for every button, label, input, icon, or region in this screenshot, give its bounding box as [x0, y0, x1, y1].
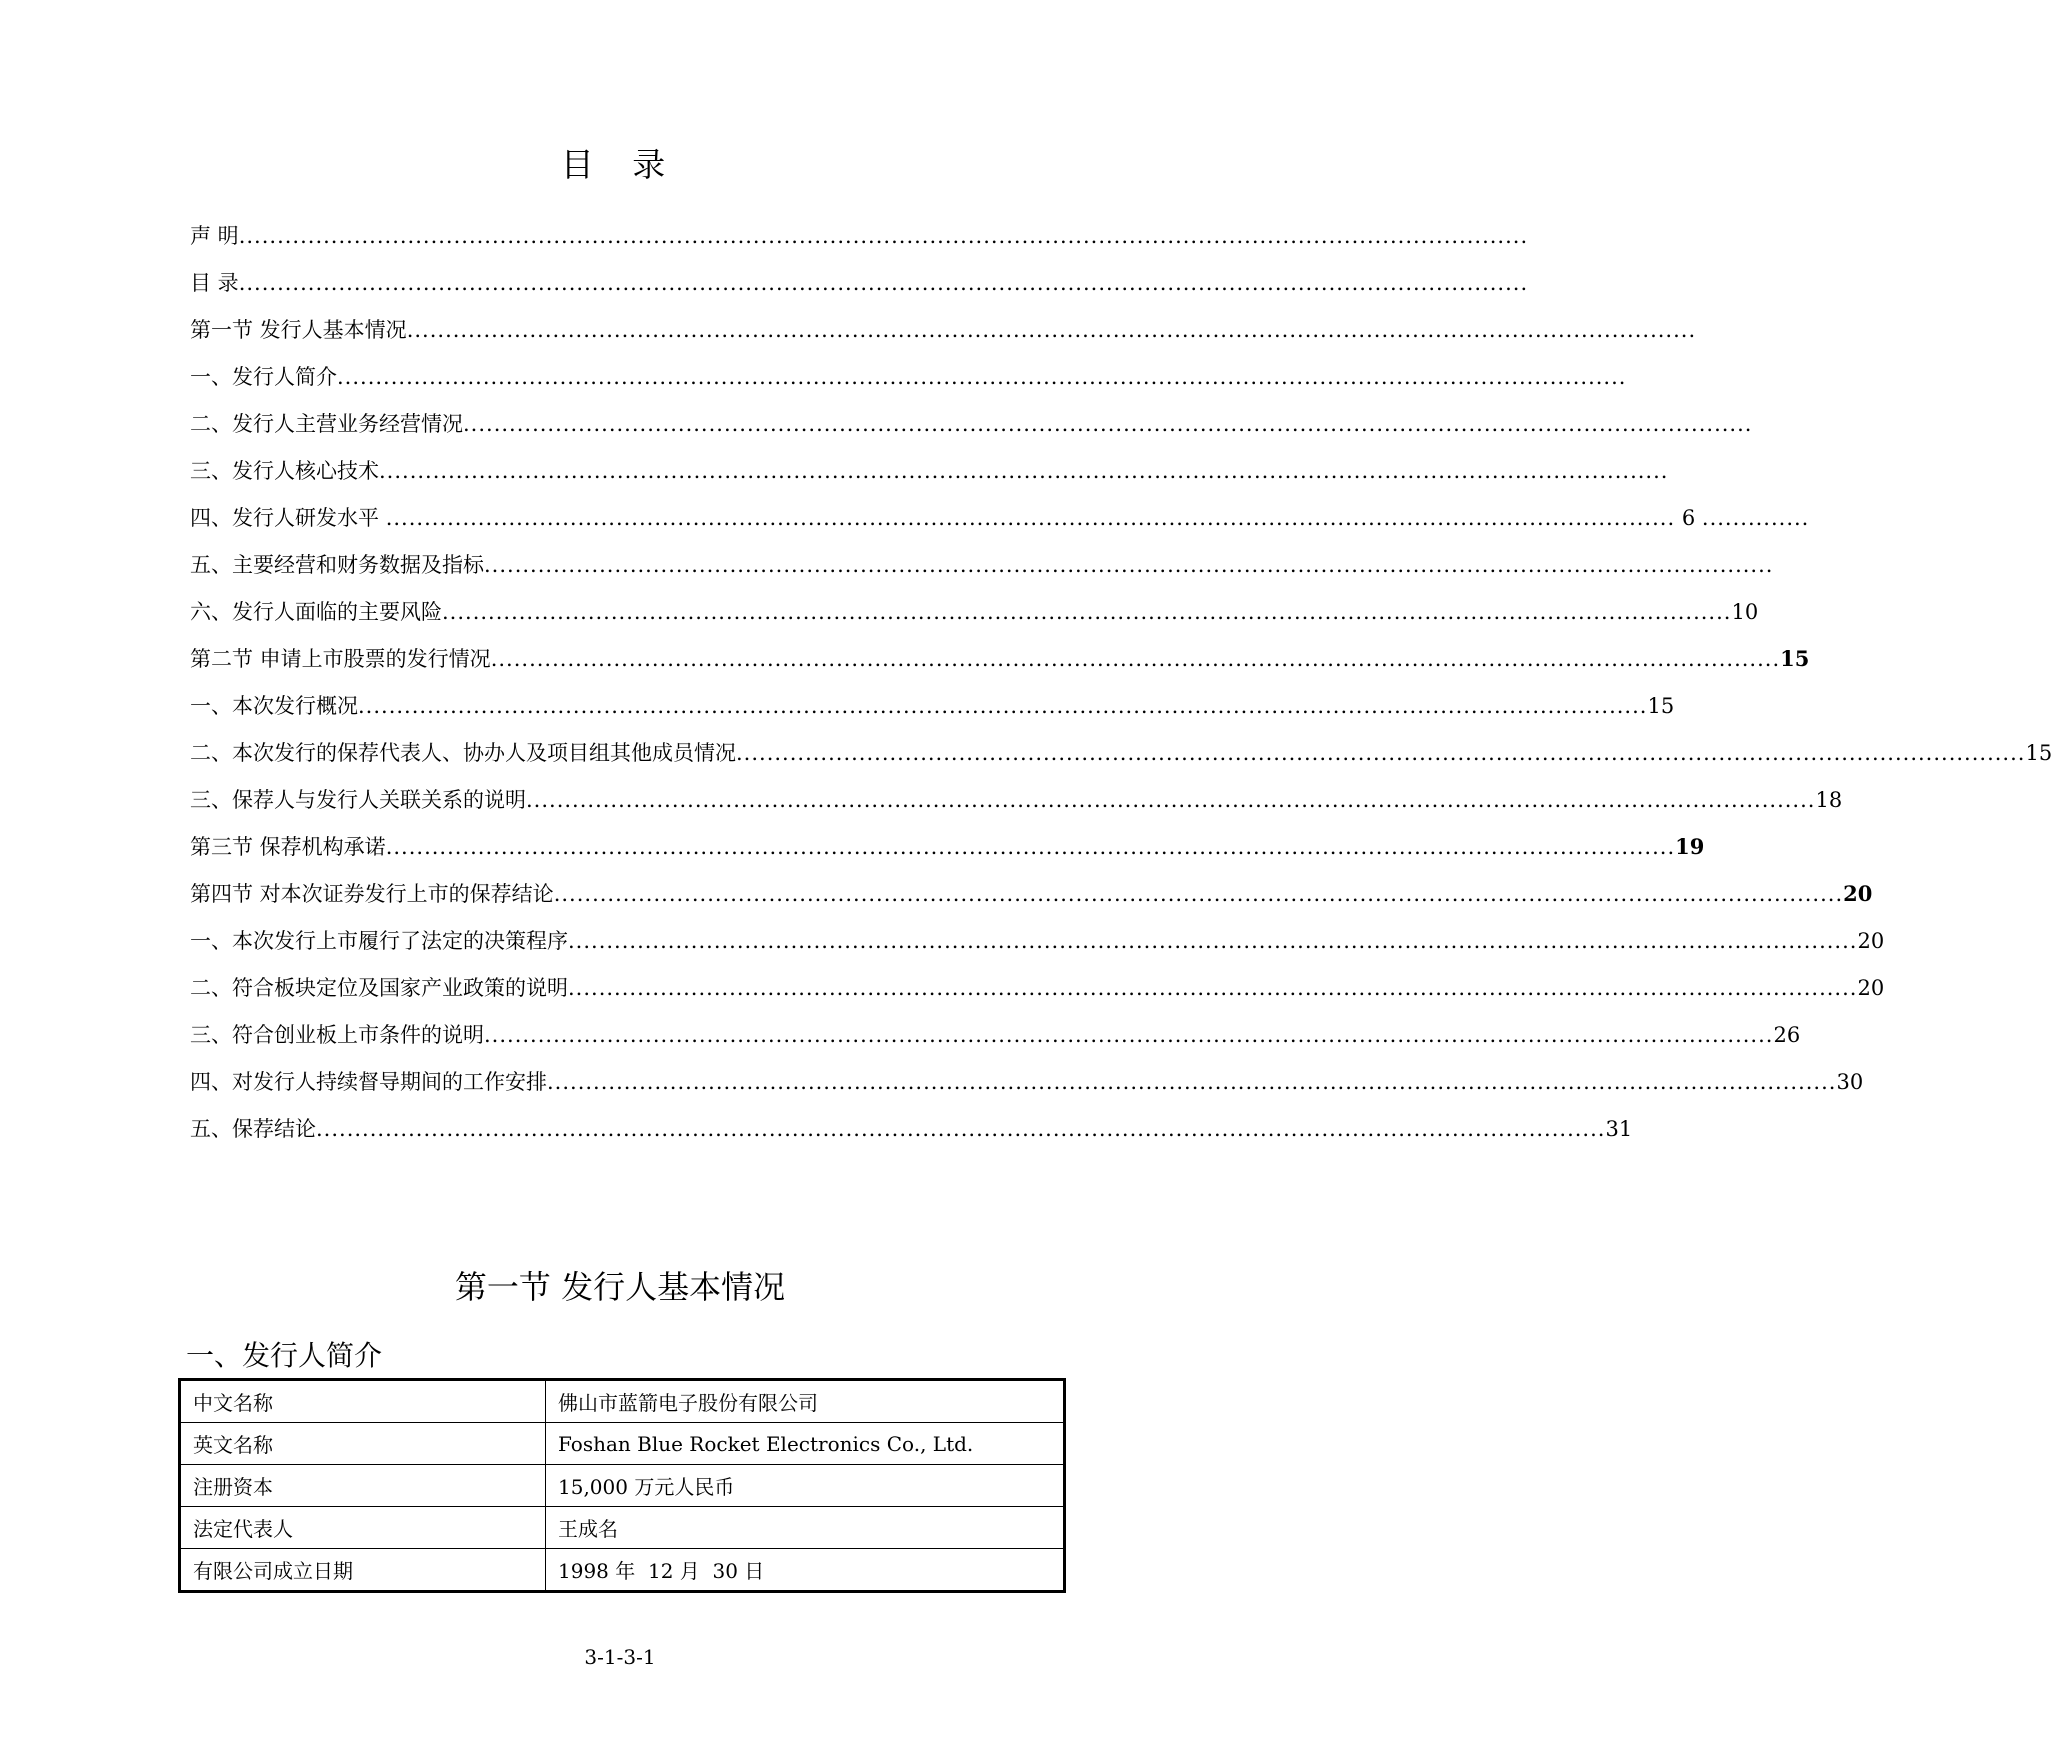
- table-value-cell: 王成名: [546, 1507, 1065, 1549]
- toc-entry-label: 二、本次发行的保荐代表人、协办人及项目组其他成员情况: [190, 741, 736, 765]
- toc-entry-page: 15: [1647, 694, 1675, 718]
- toc-entry[interactable]: [190, 596, 1759, 643]
- toc-entry[interactable]: [190, 878, 1873, 925]
- toc-entry-label: 一、本次发行上市履行了法定的决策程序: [190, 929, 568, 953]
- toc-entry[interactable]: [190, 220, 1529, 267]
- toc-leader: ........................................................................................................................................................................: [553, 882, 1844, 906]
- toc-entry-label: 三、发行人核心技术: [190, 459, 379, 483]
- table-key-cell: 中文名称: [180, 1380, 546, 1423]
- toc-entry-label: 第一节 发行人基本情况: [190, 318, 407, 342]
- table-value-cell: Foshan Blue Rocket Electronics Co., Ltd.: [546, 1423, 1065, 1465]
- toc-entry-page: 18: [1815, 788, 1843, 812]
- toc-leader: ........................................................................................................................................................................: [379, 459, 1669, 483]
- issuer-info-table: [178, 1378, 1066, 1593]
- toc-entry[interactable]: [190, 267, 1529, 314]
- toc-entry[interactable]: [190, 314, 1697, 361]
- toc-entry-label: 四、发行人研发水平: [190, 506, 379, 530]
- toc-entry-label: 第二节 申请上市股票的发行情况: [190, 647, 491, 671]
- table-value-cell: 15,000 万元人民币: [546, 1465, 1065, 1507]
- table-row: [180, 1549, 1065, 1592]
- toc-entry-label: 四、对发行人持续督导期间的工作安排: [190, 1070, 547, 1094]
- toc-entry-page: 20: [1857, 976, 1885, 1000]
- toc-entry-label: 一、发行人简介: [190, 365, 337, 389]
- toc-leader: ........................................................................................................................................................................: [490, 647, 1781, 671]
- toc-entry[interactable]: [190, 361, 1627, 408]
- toc-leader: ........................................................................................................................................................................: [358, 694, 1648, 718]
- toc-entry[interactable]: [190, 690, 1675, 737]
- toc-entry-page: 15: [1780, 646, 1810, 671]
- toc-title: 目 录: [560, 145, 680, 184]
- toc-entry-label: 二、符合板块定位及国家产业政策的说明: [190, 976, 568, 1000]
- toc-entry[interactable]: [190, 1019, 1801, 1066]
- toc-entry-label: 一、本次发行概况: [190, 694, 358, 718]
- toc-leader: ........................................................................................................................................................................: [484, 553, 1774, 577]
- toc-entry[interactable]: [190, 455, 1669, 502]
- toc-entry-page: 20: [1857, 929, 1885, 953]
- toc-leader: ........................................................................................................................................................................: [337, 365, 1627, 389]
- toc-entry-label: 声 明: [190, 224, 239, 248]
- table-key-cell: 有限公司成立日期: [180, 1549, 546, 1592]
- toc-leader: ........................................................................................................................................................................: [568, 976, 1858, 1000]
- table-of-contents: [190, 220, 2052, 1160]
- toc-leader: ........................................................................................................................................................................: [442, 600, 1732, 624]
- toc-leader: ........................................................................................................................................................................: [385, 835, 1676, 859]
- table-value-cell: 1998 年 12 月 30 日: [546, 1549, 1065, 1592]
- toc-entry-page: 19: [1675, 834, 1705, 859]
- toc-leader: ........................................................................................................................................................................: [238, 224, 1529, 248]
- table-row: [180, 1465, 1065, 1507]
- toc-entry-label: 第四节 对本次证券发行上市的保荐结论: [190, 882, 554, 906]
- toc-entry[interactable]: [190, 925, 1885, 972]
- table-row: [180, 1507, 1065, 1549]
- toc-entry[interactable]: [190, 831, 1705, 878]
- toc-leader: ........................................................................................................................................................................: [238, 271, 1529, 295]
- toc-leader: ........................................................................................................................................................................: [736, 741, 2026, 765]
- toc-entry[interactable]: [190, 643, 1810, 690]
- toc-leader: ........................................................................................................................................................................: [484, 1023, 1774, 1047]
- toc-entry[interactable]: [190, 784, 1843, 831]
- toc-entry[interactable]: [190, 972, 1885, 1019]
- toc-entry-label: 二、发行人主营业务经营情况: [190, 412, 463, 436]
- toc-entry-page: 31: [1605, 1117, 1633, 1141]
- toc-entry-label: 五、主要经营和财务数据及指标: [190, 553, 484, 577]
- toc-leader: ........................................................................................................................................................................: [385, 506, 1676, 530]
- toc-entry-label: 第三节 保荐机构承诺: [190, 835, 386, 859]
- toc-leader: ........................................................................................................................................................................: [463, 412, 1753, 436]
- toc-leader: ........................................................................................................................................................................: [568, 929, 1858, 953]
- table-key-cell: 英文名称: [180, 1423, 546, 1465]
- toc-leader: ........................................................................................................................................................................: [406, 318, 1697, 342]
- subsection-title: 一、发行人简介: [186, 1339, 383, 1372]
- page-number: 3-1-3-1: [584, 1645, 656, 1669]
- toc-leader: ........................................................................................................................................................................: [547, 1070, 1837, 1094]
- table-row: [180, 1380, 1065, 1423]
- toc-entry[interactable]: [190, 502, 1810, 549]
- table-key-cell: 注册资本: [180, 1465, 546, 1507]
- toc-entry-page: 30: [1836, 1070, 1864, 1094]
- toc-entry-label: 目 录: [190, 271, 239, 295]
- toc-entry[interactable]: [190, 737, 2052, 784]
- toc-leader: ........................................................................................................................................................................: [316, 1117, 1606, 1141]
- toc-leader: ..............: [1701, 506, 1810, 530]
- table-value-cell: 佛山市蓝箭电子股份有限公司: [546, 1380, 1065, 1423]
- toc-entry-label: 三、符合创业板上市条件的说明: [190, 1023, 484, 1047]
- toc-entry-label: 六、发行人面临的主要风险: [190, 600, 442, 624]
- toc-entry-page: 10: [1731, 600, 1759, 624]
- toc-entry[interactable]: [190, 408, 1753, 455]
- toc-entry-label: 三、保荐人与发行人关联关系的说明: [190, 788, 526, 812]
- toc-entry[interactable]: [190, 549, 1774, 596]
- toc-entry-label: 五、保荐结论: [190, 1117, 316, 1141]
- section-title: 第一节 发行人基本情况: [454, 1268, 786, 1306]
- toc-entry-page: 6: [1681, 506, 1696, 530]
- toc-entry[interactable]: [190, 1066, 1864, 1113]
- toc-entry-page: 26: [1773, 1023, 1801, 1047]
- toc-entry[interactable]: [190, 1113, 1633, 1160]
- toc-leader: ........................................................................................................................................................................: [526, 788, 1816, 812]
- toc-entry-page: 15: [2025, 741, 2052, 765]
- toc-entry-page: 20: [1843, 881, 1873, 906]
- table-key-cell: 法定代表人: [180, 1507, 546, 1549]
- table-row: [180, 1423, 1065, 1465]
